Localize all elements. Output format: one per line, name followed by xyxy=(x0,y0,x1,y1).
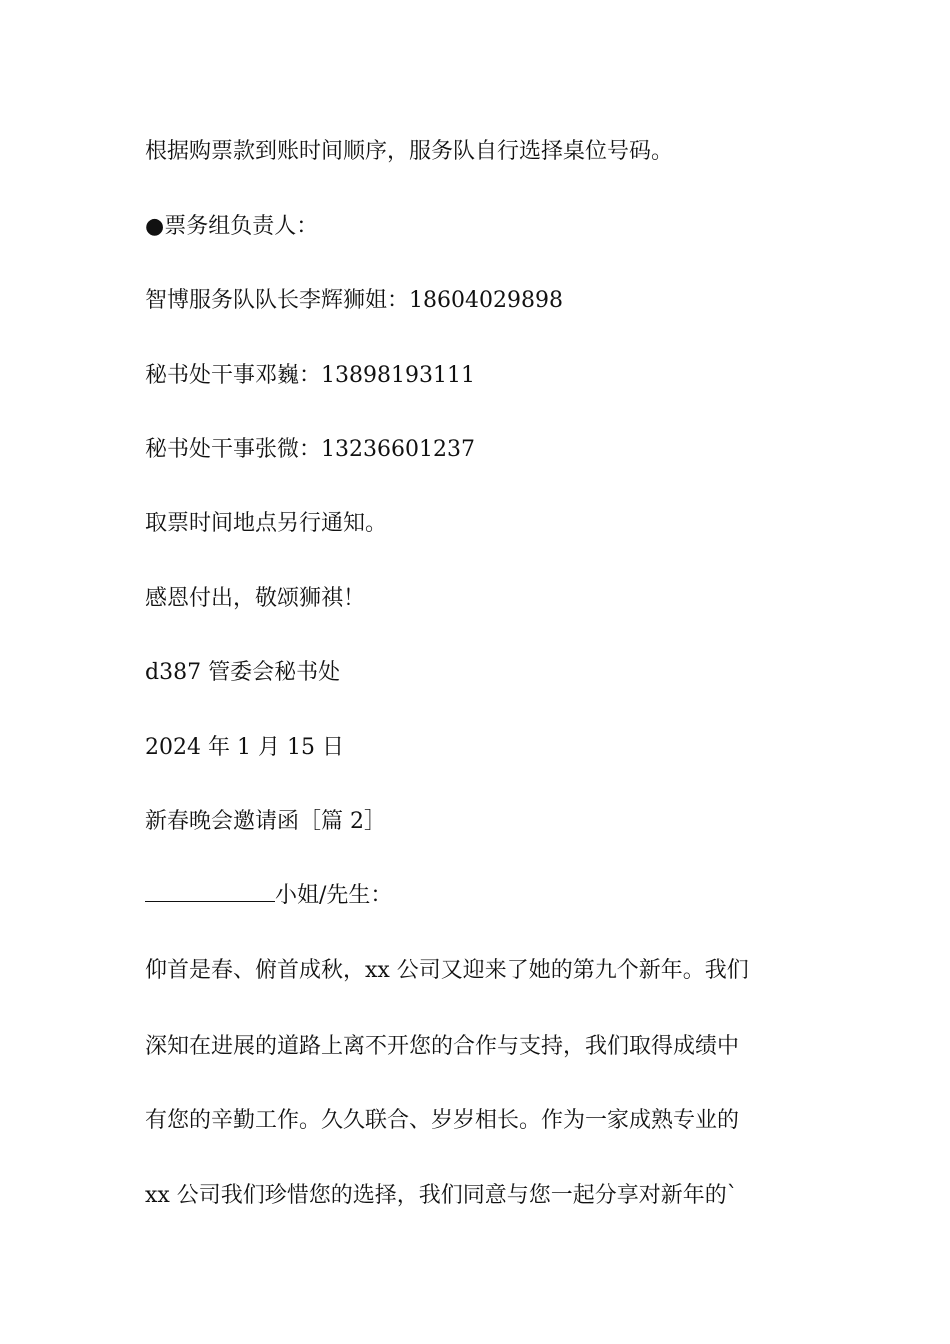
paragraph-line-3: 有您的辛勤工作。久久联合、岁岁相长。作为一家成熟专业的 xyxy=(145,1108,740,1133)
text-line-contact-3: 秘书处干事张微：13236601237 xyxy=(145,437,475,462)
paragraph-line-1: 仰首是春、俯首成秋，xx 公司又迎来了她的第九个新年。我们 xyxy=(145,958,749,983)
text-line-contact-1: 智博服务队队长李辉狮姐：18604029898 xyxy=(145,288,563,313)
text-line-closing: 感恩付出，敬颂狮祺！ xyxy=(145,586,366,611)
text-line-signature: d387 管委会秘书处 xyxy=(145,660,341,685)
name-blank xyxy=(145,881,275,902)
paragraph-line-4: xx 公司我们珍惜您的选择，我们同意与您一起分享对新年的` xyxy=(145,1183,738,1208)
text-line-pickup-notice: 取票时间地点另行通知。 xyxy=(145,511,388,536)
salutation-text: 小姐/先生： xyxy=(275,883,393,908)
text-line-contact-2: 秘书处干事邓巍：13898193111 xyxy=(145,363,475,388)
text-line-ticket-order: 根据购票款到账时间顺序，服务队自行选择桌位号码。 xyxy=(145,139,674,164)
text-line-ticket-contacts-heading: ●票务组负责人： xyxy=(145,214,319,239)
paragraph-line-2: 深知在进展的道路上离不开您的合作与支持，我们取得成绩中 xyxy=(145,1034,740,1059)
salutation-line xyxy=(145,881,810,911)
section-title: 新春晚会邀请函［篇 2］ xyxy=(145,809,386,834)
text-line-date: 2024 年 1 月 15 日 xyxy=(145,735,344,760)
